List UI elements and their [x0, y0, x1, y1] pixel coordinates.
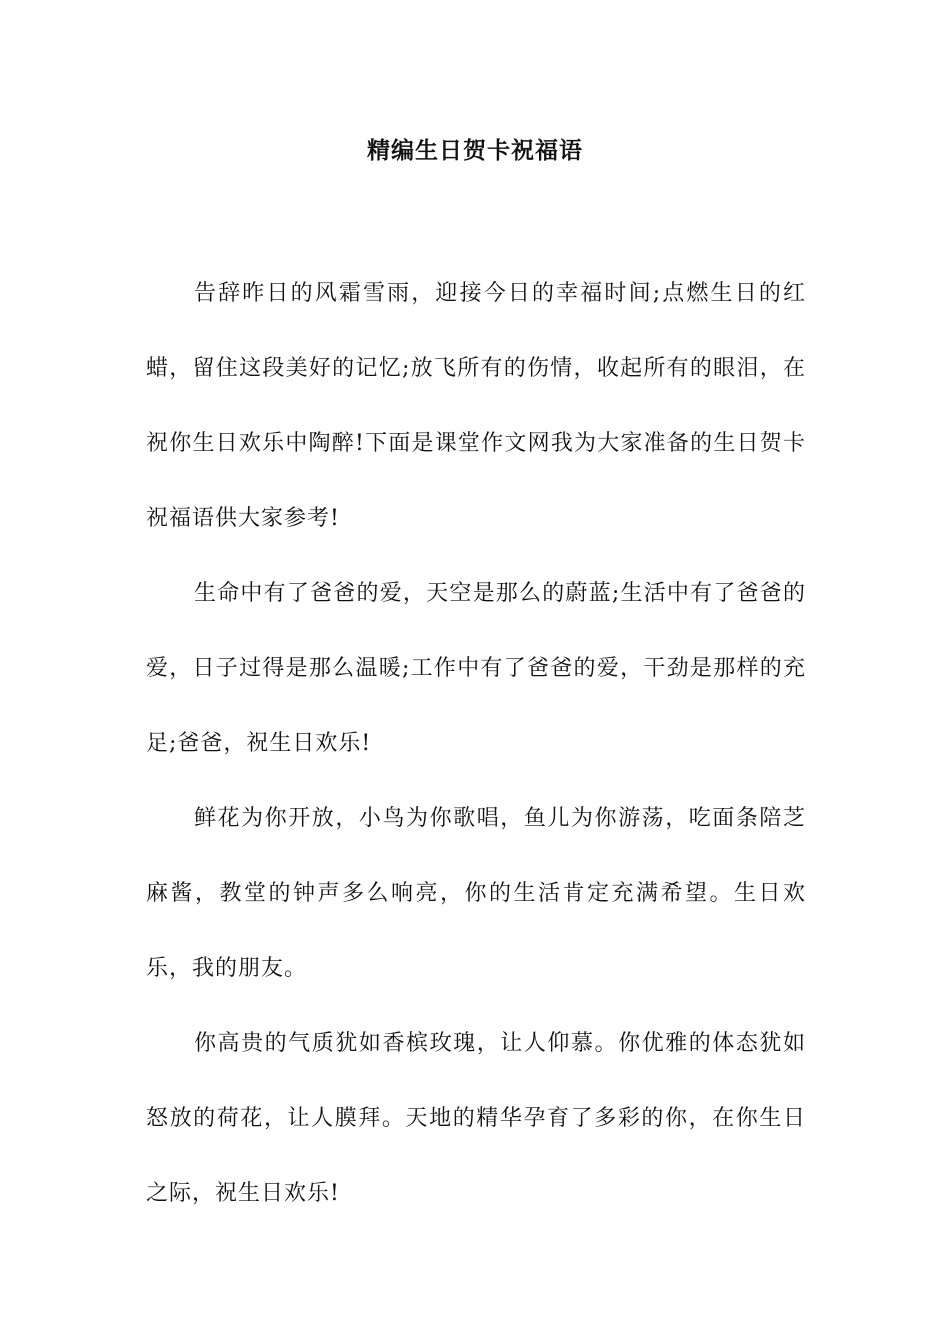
document-body — [146, 256, 806, 1231]
page-title: 精编生日贺卡祝福语 — [367, 138, 583, 164]
paragraph-friend: 鲜花为你开放，小鸟为你歌唱，鱼儿为你游荡，吃面条陪芝麻酱，教堂的钟声多么响亮，你的生活肯定充满希望。生日欢乐，我的朋友。 — [146, 806, 806, 981]
paragraph-father: 生命中有了爸爸的爱，天空是那么的蔚蓝;生活中有了爸爸的爱，日子过得是那么温暖;工作中有了爸爸的爱，干劲是那样的充足;爸爸，祝生日欢乐! — [146, 581, 806, 756]
paragraph-elegance: 你高贵的气质犹如香槟玫瑰，让人仰慕。你优雅的体态犹如怒放的荷花，让人膜拜。天地的精华孕育了多彩的你，在你生日之际，祝生日欢乐! — [146, 1031, 806, 1206]
paragraph-intro: 告辞昨日的风霜雪雨，迎接今日的幸福时间;点燃生日的红蜡，留住这段美好的记忆;放飞所有的伤情，收起所有的眼泪，在祝你生日欢乐中陶醉!下面是课堂作文网我为大家准备的生日贺卡祝福语供大家参考! — [146, 281, 806, 531]
